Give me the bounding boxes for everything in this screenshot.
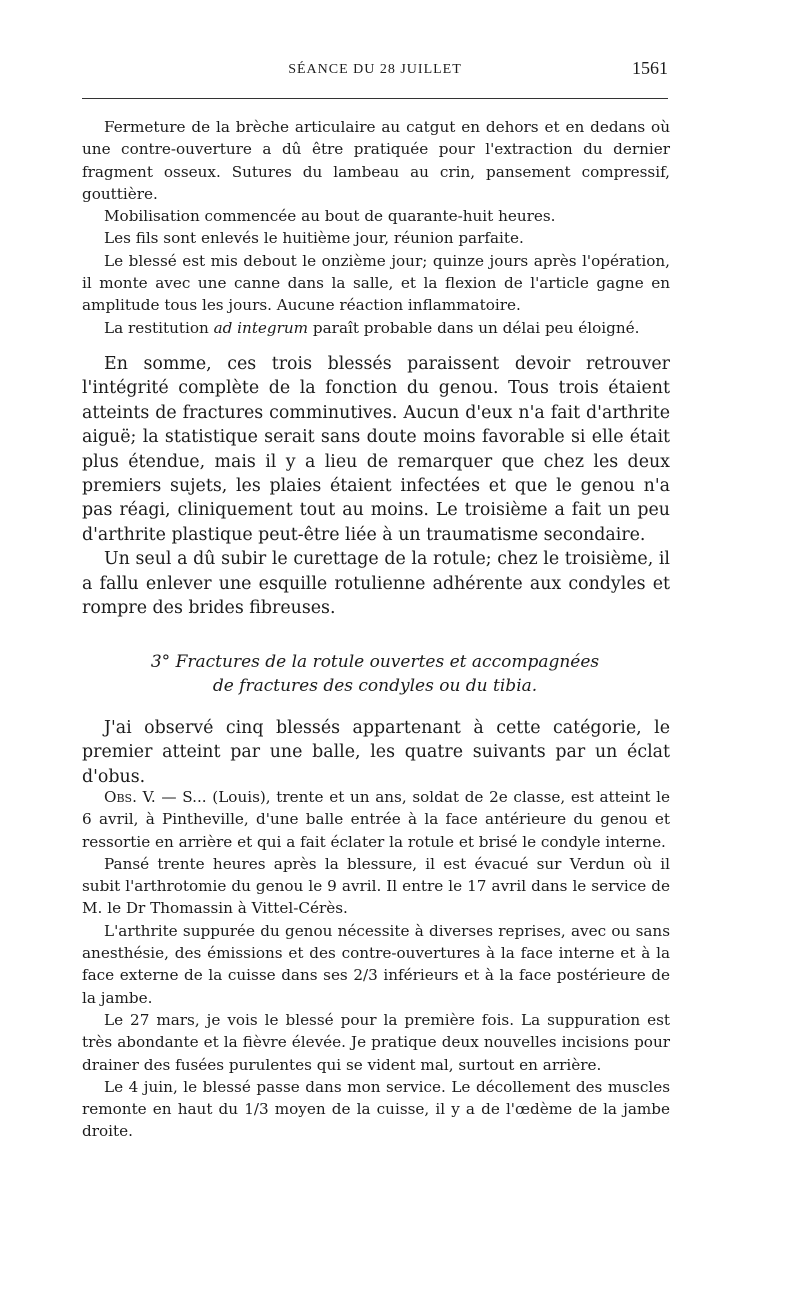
heading-line: de fractures des condyles ou du tibia.: [212, 676, 538, 696]
paragraph: [82, 786, 670, 853]
paragraph: Le blessé est mis debout le onzième jour; quinze jours après l'opération, il monte avec une canne dans la salle, et la flexion de l'article gagne en amplitude tous les jours. Aucune réaction inflammatoire.: [82, 251, 670, 315]
paragraph: Mobilisation commencée au bout de quarante-huit heures.: [104, 207, 556, 226]
page-number: 1561: [632, 58, 668, 78]
obs-label: Obs. V.: [104, 788, 156, 806]
paragraph: Fermeture de la brèche articulaire au catgut en dehors et en dedans où une contre-ouverture a dû être pratiquée pour l'extraction du dernier fragment osseux. Sutures du lambeau au crin, pansement compressif, gouttière.: [82, 118, 670, 203]
summary-section: [82, 352, 670, 620]
paragraph: L'arthrite suppurée du genou nécessite à diverses reprises, avec ou sans anesthésie, des émissions et des contre-ouvertures à la face interne et à la face externe de la cuisse dans ses 2/3 inférieurs et à la face postérieure de la jambe.: [82, 921, 670, 1007]
paragraph: Pansé trente heures après la blessure, il est évacué sur Verdun où il subit l'arthrotomie du genou le 9 avril. Il entre le 17 avril dans le service de M. le Dr Thomassin à Vittel-Cérès.: [82, 854, 670, 918]
running-title: SÉANCE DU 28 JUILLET: [288, 62, 462, 77]
paragraph: En somme, ces trois blessés paraissent devoir retrouver l'intégrité complète de la fonction du genou. Tous trois étaient atteints de fractures comminutives. Aucun d'eux n'a fait d'arthrite aiguë; la statistique serait sans doute moins favorable si elle était plus étendue, mais il y a lieu de remarquer que chez les deux premiers sujets, les plaies étaient infectées et que le genou n'a pas réagi, cliniquement tout au moins. Le troisième a fait un peu d'arthrite plastique peut-être liée à un traumatisme secondaire.: [82, 354, 670, 545]
paragraph: Le 4 juin, le blessé passe dans mon service. Le décollement des muscles remonte en haut du 1/3 moyen de la cuisse, il y a de l'œdème de la jambe droite.: [82, 1077, 670, 1141]
text-run: — S... (Louis), trente et un ans, soldat de 2e classe, est atteint le 6 avril, à Pintheville, d'une balle entrée à la face antérieure du genou et ressortie en arrière et qui a fait éclater la rotule et brisé le condyle interne.: [82, 788, 670, 851]
observation-section: [82, 786, 670, 1143]
section-heading: [82, 650, 668, 698]
heading-line: 3° Fractures de la rotule ouvertes et accompagnées: [150, 652, 600, 672]
latin-phrase: ad integrum: [213, 318, 309, 337]
case-continuation: [82, 116, 670, 339]
paragraph: Le 27 mars, je vois le blessé pour la première fois. La suppuration est très abondante et la fièvre élevée. Je pratique deux nouvelles incisions pour drainer des fusées purulentes qui se vident mal, surtout en arrière.: [82, 1010, 670, 1074]
intro-section: [82, 716, 670, 789]
paragraph: Les fils sont enlevés le huitième jour, réunion parfaite.: [104, 229, 524, 248]
paragraph: [82, 317, 670, 339]
running-header: [82, 58, 668, 82]
text-run: paraît probable dans un délai peu éloigné.: [308, 318, 640, 337]
paragraph: Un seul a dû subir le curettage de la rotule; chez le troisième, il a fallu enlever une esquille rotulienne adhérente aux condyles et rompre des brides fibreuses.: [82, 549, 670, 619]
paragraph: J'ai observé cinq blessés appartenant à cette catégorie, le premier atteint par une balle, les quatre suivants par un éclat d'obus.: [82, 718, 670, 787]
text-run: La restitution: [104, 318, 214, 337]
header-rule: [82, 98, 668, 99]
